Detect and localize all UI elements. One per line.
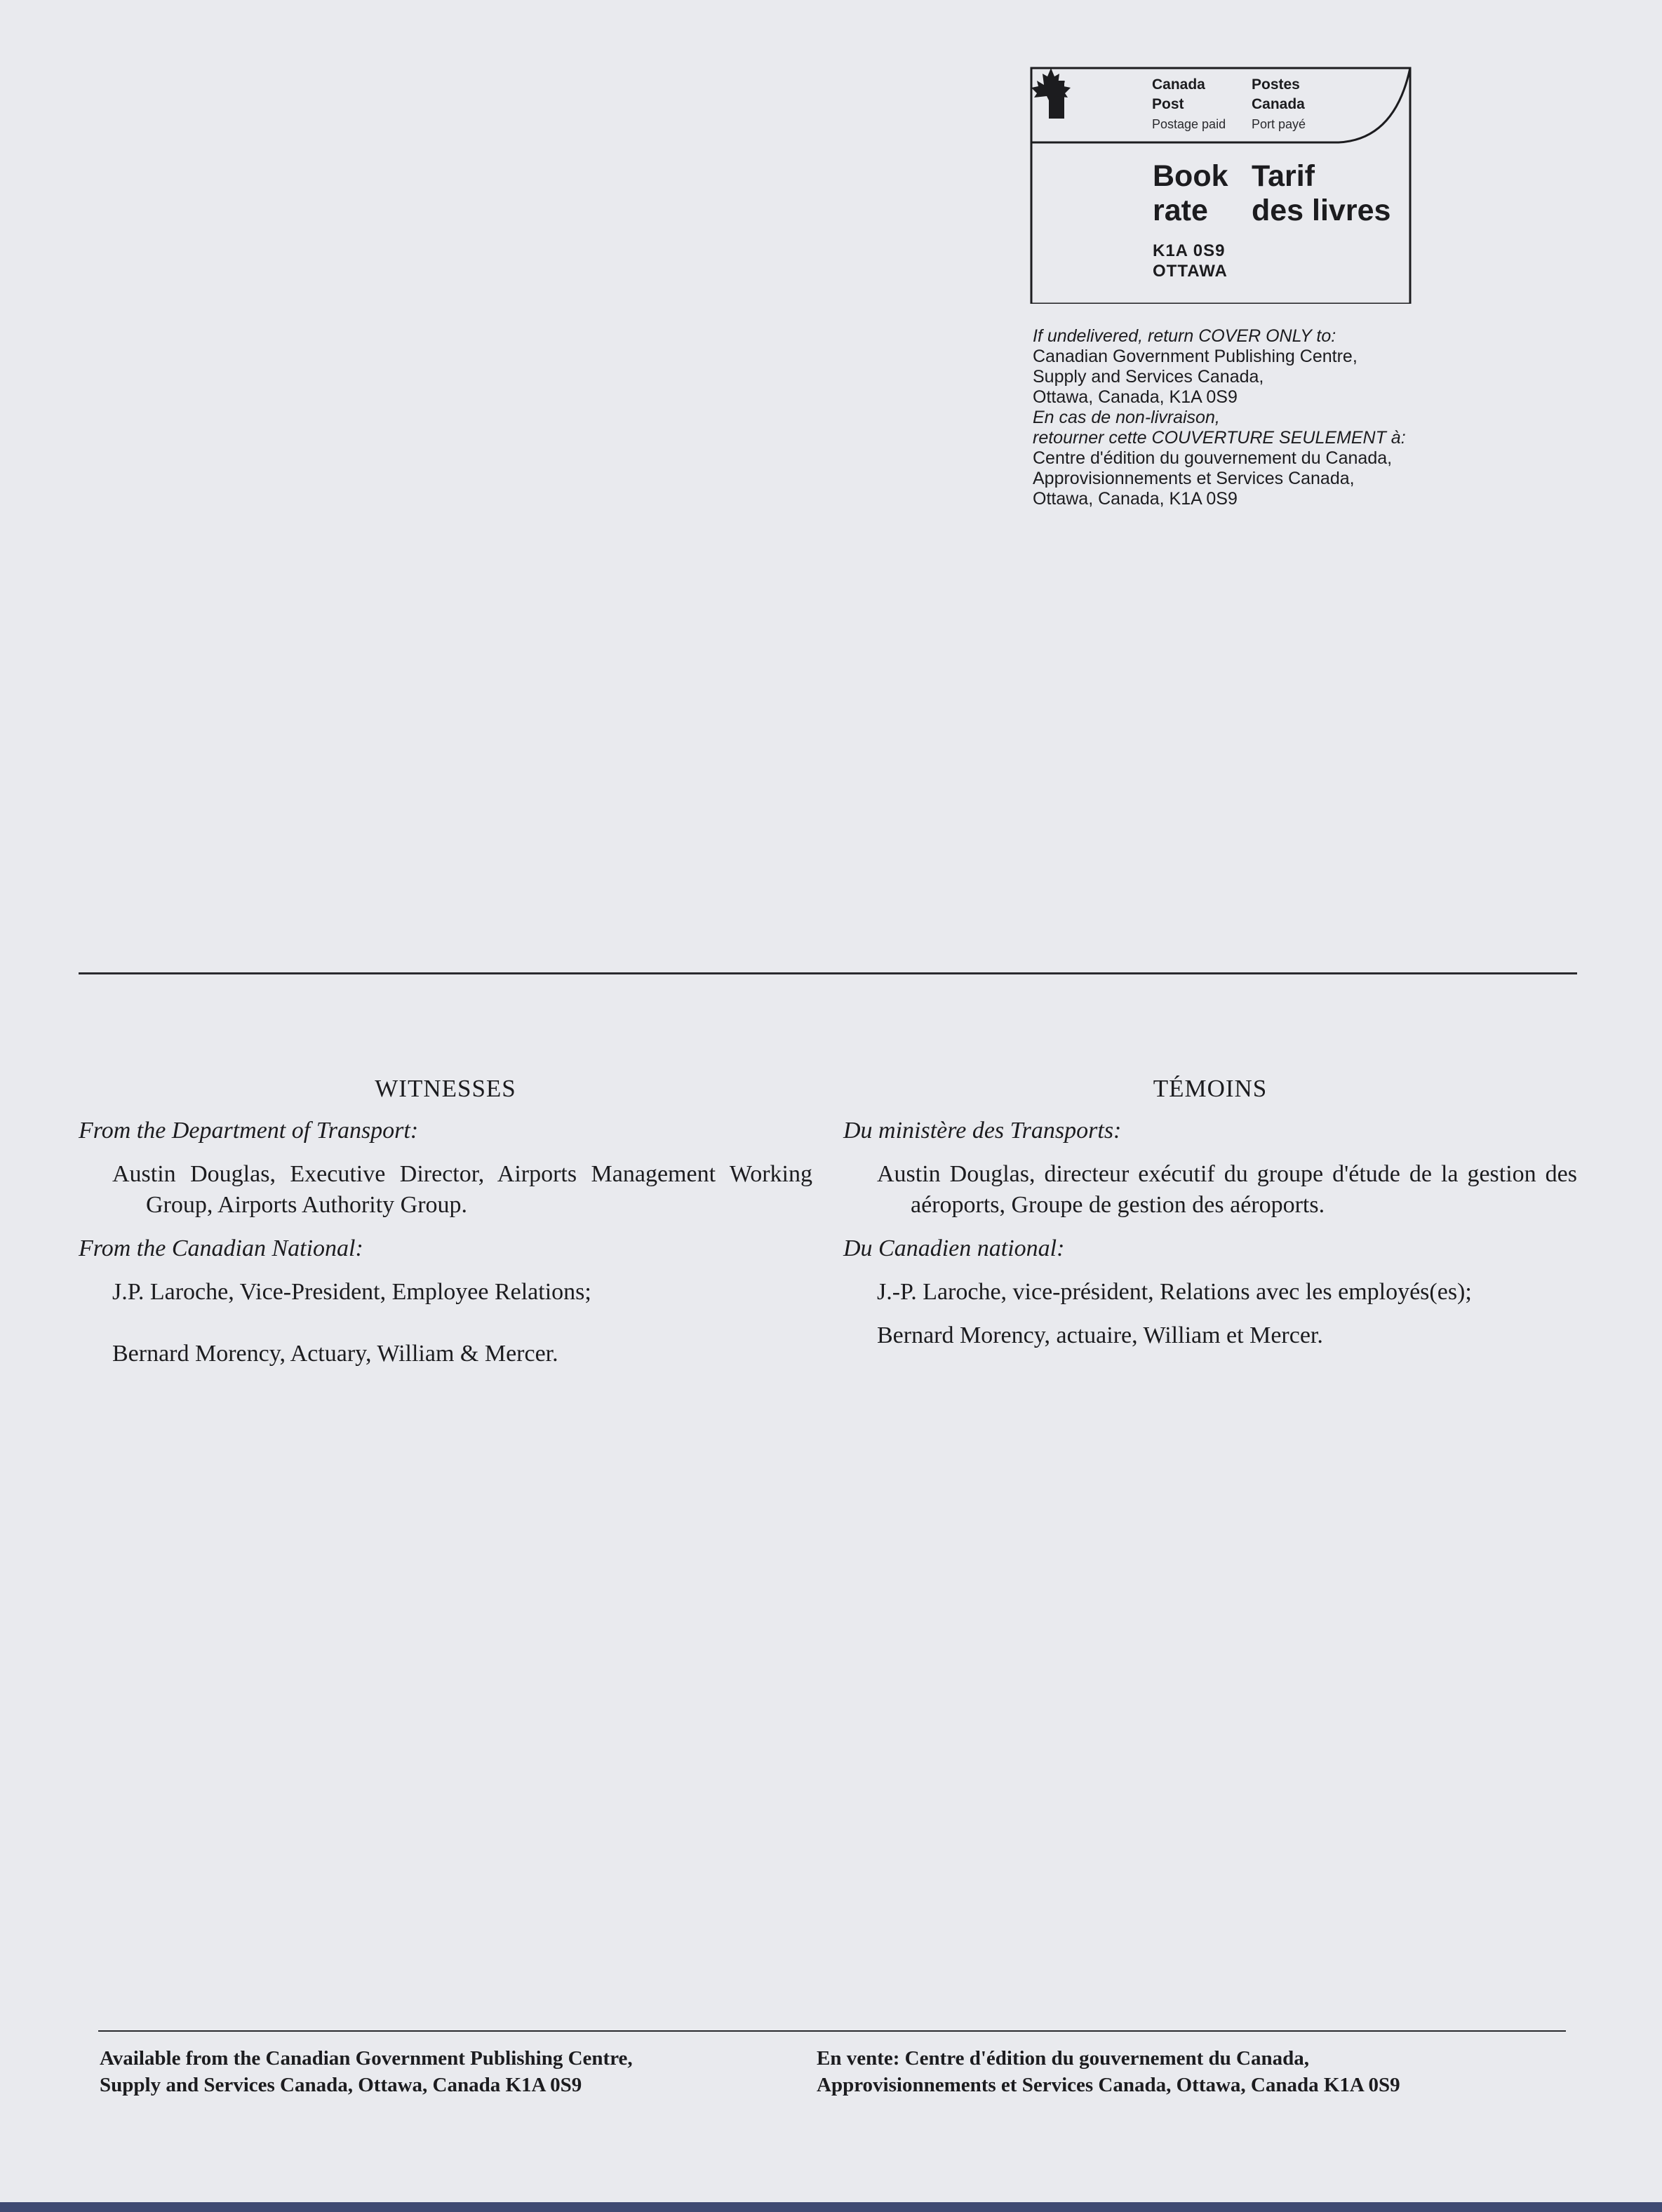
- footer-availability-fr: [817, 2045, 1546, 2098]
- organisation-transports: Du ministère des Transports:: [843, 1118, 1122, 1144]
- rate-fr-line-2: des livres: [1252, 194, 1391, 227]
- witnesses-english: [79, 1073, 812, 1382]
- footer-fr-line-2: Approvisionnements et Services Canada, Ottawa, Canada K1A 0S9: [817, 2074, 1400, 2096]
- page-bottom-edge: [0, 2202, 1662, 2212]
- postage-label-en: [1152, 75, 1226, 134]
- postal-code: K1A 0S9: [1153, 241, 1226, 260]
- rate-label-fr: [1252, 159, 1390, 228]
- rate-fr-line-1: Tarif: [1252, 159, 1315, 193]
- footer-divider: [98, 2030, 1566, 2032]
- postal-city: OTTAWA: [1153, 262, 1228, 281]
- post-en-line-3: Postage paid: [1152, 117, 1226, 131]
- organization-cn: From the Canadian National:: [79, 1235, 363, 1261]
- return-notice: [1033, 326, 1524, 509]
- temoin-morency: Bernard Morency, actuaire, William et Mercer.: [877, 1322, 1323, 1348]
- temoins-heading: TÉMOINS: [1153, 1075, 1268, 1102]
- rate-en-line-1: Book: [1153, 159, 1228, 193]
- organization-transport: From the Department of Transport:: [79, 1118, 419, 1144]
- witnesses-heading: WITNESSES: [375, 1075, 516, 1102]
- section-divider: [79, 972, 1577, 974]
- footer-en-line-1: Available from the Canadian Government Publishing Centre,: [100, 2047, 633, 2070]
- witnesses-french: [843, 1073, 1577, 1364]
- temoin-laroche: J.-P. Laroche, vice-président, Relations avec les employés(es);: [877, 1279, 1472, 1305]
- return-en-line: Supply and Services Canada,: [1033, 367, 1264, 387]
- return-fr-line: Approvisionnements et Services Canada,: [1033, 469, 1355, 488]
- rate-label-en: [1153, 159, 1228, 228]
- post-fr-line-2: Canada: [1252, 96, 1305, 112]
- return-en-line: Ottawa, Canada, K1A 0S9: [1033, 387, 1238, 407]
- footer-fr-line-1: En vente: Centre d'édition du gouvernement du Canada,: [817, 2047, 1309, 2070]
- witness-morency: Bernard Morency, Actuary, William & Mercer.: [112, 1341, 558, 1367]
- witness-douglas: Austin Douglas, Executive Director, Airports Management Working Group, Airports Authority Group.: [112, 1161, 812, 1218]
- post-fr-line-3: Port payé: [1252, 117, 1306, 131]
- return-heading-fr-2: retourner cette COUVERTURE SEULEMENT à:: [1033, 428, 1406, 448]
- footer-en-line-2: Supply and Services Canada, Ottawa, Canada K1A 0S9: [100, 2074, 582, 2096]
- return-heading-en: If undelivered, return COVER ONLY to:: [1033, 326, 1336, 346]
- post-en-line-2: Post: [1152, 96, 1184, 112]
- witness-laroche: J.P. Laroche, Vice-President, Employee Relations;: [112, 1279, 591, 1305]
- maple-leaf-icon: [1030, 67, 1072, 113]
- postage-indicia: [1030, 67, 1412, 304]
- return-fr-line: Ottawa, Canada, K1A 0S9: [1033, 489, 1238, 509]
- return-heading-fr-1: En cas de non-livraison,: [1033, 408, 1220, 427]
- post-fr-line-1: Postes: [1252, 76, 1300, 93]
- organisation-cn: Du Canadien national:: [843, 1235, 1065, 1261]
- temoin-douglas: Austin Douglas, directeur exécutif du groupe d'étude de la gestion des aéroports, Groupe de gestion des aéroports.: [877, 1161, 1577, 1218]
- rate-en-line-2: rate: [1153, 194, 1208, 227]
- postage-label-fr: [1252, 75, 1306, 134]
- footer-availability-en: [100, 2045, 801, 2098]
- post-en-line-1: Canada: [1152, 76, 1205, 93]
- return-fr-line: Centre d'édition du gouvernement du Canada,: [1033, 448, 1393, 468]
- postal-address: [1153, 241, 1228, 281]
- return-en-line: Canadian Government Publishing Centre,: [1033, 347, 1358, 366]
